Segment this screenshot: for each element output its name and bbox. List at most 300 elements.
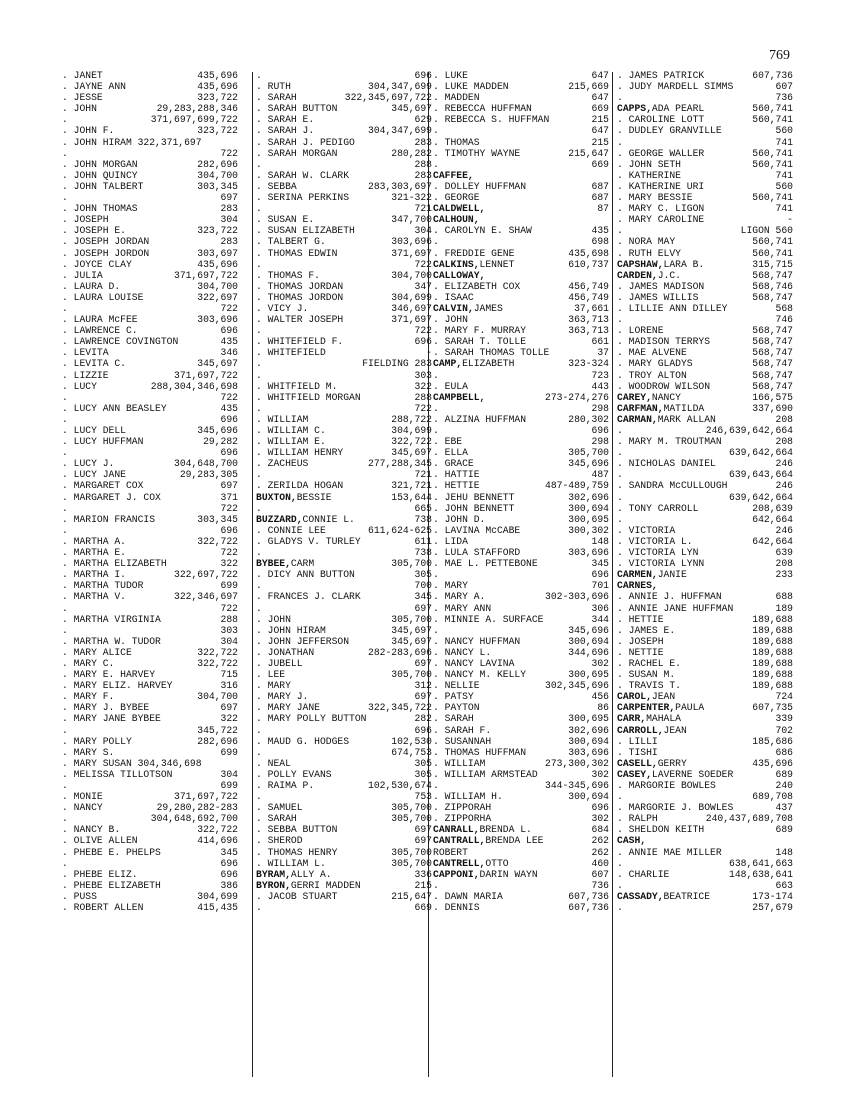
- entry-pages: 741: [775, 203, 793, 215]
- index-entry: [617, 591, 793, 602]
- entry-pages: 322,722: [391, 436, 432, 448]
- index-entry: [256, 558, 432, 569]
- index-entry: [62, 891, 238, 902]
- entry-name: . ELLA: [433, 447, 468, 459]
- entry-name: . JANET: [62, 70, 103, 81]
- entry-pages: 696: [414, 70, 432, 81]
- index-entry: [256, 902, 432, 913]
- index-entry: [433, 270, 609, 281]
- entry-name: . MARTHA TUDOR: [62, 580, 144, 592]
- entry-pages: 371,697: [391, 247, 432, 259]
- entry-name: . MARTHA V.: [62, 591, 126, 603]
- entry-pages: 736: [775, 92, 793, 104]
- entry-pages: 302,696: [568, 491, 609, 503]
- entry-name: . JEHU BENNETT: [433, 491, 515, 503]
- entry-name: . SARAH F.: [433, 724, 492, 736]
- entry-pages: 322,722: [197, 535, 238, 547]
- entry-name: . NANCY L.: [433, 646, 492, 658]
- entry-pages: 663: [775, 879, 793, 891]
- entry-name: . JOHN MORGAN: [62, 158, 138, 170]
- entry-name: CAMPBELL,: [433, 391, 486, 403]
- entry-name: .: [62, 447, 68, 459]
- index-entry: [62, 192, 238, 203]
- index-entry: [617, 137, 793, 148]
- index-entry: [62, 436, 238, 447]
- index-entry: [617, 414, 793, 425]
- entry-name: . MAE ALVENE: [617, 347, 687, 359]
- entry-name: . LILLI: [617, 735, 658, 747]
- entry-pages: 741: [775, 169, 793, 181]
- index-entry: [62, 159, 238, 170]
- entry-pages: 722: [220, 302, 238, 314]
- entry-pages: 639: [775, 547, 793, 559]
- entry-pages: 304,699: [391, 425, 432, 436]
- index-column-1: [62, 70, 238, 913]
- entry-pages: 185,686: [752, 735, 793, 747]
- entry-name: CAPPS,ADA PEARL: [617, 103, 705, 115]
- index-entry: [62, 514, 238, 525]
- index-entry: [62, 70, 238, 81]
- entry-pages: 345,696: [568, 624, 609, 636]
- entry-pages: 322: [414, 380, 432, 392]
- index-entry: [433, 92, 609, 103]
- index-entry: [617, 847, 793, 858]
- page-number: 769: [769, 48, 790, 63]
- entry-name: . JOYCE CLAY: [62, 258, 132, 270]
- index-entry: [62, 680, 238, 691]
- entry-pages: 345: [591, 558, 609, 570]
- entry-pages: 639,642,664: [729, 491, 793, 503]
- index-entry: [433, 713, 609, 724]
- entry-pages: 305: [414, 569, 432, 581]
- entry-pages: 300,694: [568, 502, 609, 514]
- entry-name: . LAURA LOUISE: [62, 291, 144, 303]
- entry-pages: 347: [414, 280, 432, 292]
- entry-name: . WILLIAM L.: [256, 857, 326, 869]
- index-entry: [62, 636, 238, 647]
- entry-pages: 697: [414, 657, 432, 669]
- entry-name: . NANCY B.: [62, 824, 121, 836]
- index-entry: [433, 869, 609, 880]
- entry-name: . WILLIAM: [256, 413, 309, 425]
- index-entry: [617, 813, 793, 824]
- entry-name: . ALZINA HUFFMAN: [433, 413, 527, 425]
- entry-pages: 215: [591, 114, 609, 126]
- index-entry: [256, 780, 432, 791]
- index-entry: [433, 835, 609, 846]
- entry-name: . SHELDON KEITH: [617, 824, 705, 836]
- entry-pages: 304: [220, 768, 238, 780]
- entry-name: .: [617, 92, 623, 104]
- entry-name: . JOHN BENNETT: [433, 502, 515, 514]
- index-entry: [256, 137, 432, 148]
- entry-name: . JOSEPH E.: [62, 225, 126, 237]
- index-entry: [433, 436, 609, 447]
- index-entry: [256, 713, 432, 724]
- entry-name: . REBECCA S. HUFFMAN: [433, 114, 550, 126]
- entry-pages: 304,700: [197, 691, 238, 703]
- index-entry: [62, 103, 238, 114]
- index-entry: [62, 691, 238, 702]
- entry-pages: 257,679: [752, 902, 793, 914]
- entry-name: . LUCY: [62, 380, 97, 392]
- entry-name: . RACHEL E.: [617, 657, 681, 669]
- entry-name: CARMAN,MARK ALLAN: [617, 413, 716, 425]
- index-entry: [617, 625, 793, 636]
- entry-name: .: [62, 413, 68, 425]
- index-entry: [617, 148, 793, 159]
- index-entry: [617, 603, 793, 614]
- index-entry: [617, 347, 793, 358]
- entry-pages: 305,700: [391, 846, 432, 858]
- index-entry: [256, 248, 432, 259]
- entry-name: CARROLL,JEAN: [617, 724, 687, 736]
- entry-pages: 687: [591, 180, 609, 192]
- entry-pages: 435,696: [197, 70, 238, 81]
- entry-name: . PHEBE E. PHELPS: [62, 846, 161, 858]
- entry-name: . TRAVIS T.: [617, 680, 681, 692]
- entry-pages: 435,696: [752, 757, 793, 769]
- index-entry: [62, 658, 238, 669]
- entry-name: . MARY CAROLINE: [617, 214, 705, 226]
- entry-name: . WOODROW WILSON: [617, 380, 711, 392]
- entry-pages: 560,741: [752, 103, 793, 115]
- entry-pages: 280,302: [568, 413, 609, 425]
- entry-name: . JOHN QUINCY: [62, 169, 138, 181]
- entry-name: . VICTORIA LYN: [617, 547, 699, 559]
- entry-name: . JESSE: [62, 92, 103, 104]
- entry-pages: 277,288,345: [368, 458, 432, 470]
- entry-name: CASEY,LAVERNE SOEDER: [617, 768, 734, 780]
- index-entry: [256, 569, 432, 580]
- entry-name: . JOSEPH: [617, 635, 664, 647]
- index-entry: [433, 480, 609, 491]
- entry-pages: 300,695: [568, 513, 609, 525]
- index-entry: [617, 225, 793, 236]
- index-entry: [617, 880, 793, 891]
- entry-pages: 568,746: [752, 280, 793, 292]
- index-entry: [433, 81, 609, 92]
- index-entry: [433, 514, 609, 525]
- entry-name: CARFMAN,MATILDA: [617, 402, 705, 414]
- entry-pages: 722: [414, 325, 432, 337]
- index-entry: [256, 658, 432, 669]
- entry-pages: 304,699: [391, 291, 432, 303]
- entry-name: . ELIZABETH COX: [433, 280, 521, 292]
- entry-pages: 363,713: [568, 314, 609, 326]
- entry-pages: 435,696: [197, 81, 238, 93]
- entry-name: . MARY M. TROUTMAN: [617, 436, 722, 448]
- entry-pages: 345: [220, 846, 238, 858]
- entry-name: . SANDRA McCULLOUGH: [617, 480, 728, 492]
- entry-pages: 689,708: [752, 791, 793, 803]
- entry-name: . MADISON TERRYS: [617, 336, 711, 348]
- index-entry: [256, 214, 432, 225]
- entry-pages: 345,697: [391, 624, 432, 636]
- index-entry: [256, 647, 432, 658]
- entry-name: .: [433, 158, 439, 170]
- entry-name: . ISAAC: [433, 291, 474, 303]
- index-entry: [256, 802, 432, 813]
- index-entry: [433, 458, 609, 469]
- entry-name: . LAVINA McCABE: [433, 524, 521, 536]
- entry-pages: 322,722: [197, 824, 238, 836]
- entry-pages: 568,747: [752, 347, 793, 359]
- entry-pages: 29,280,282-283: [156, 802, 238, 814]
- entry-name: BYRON,GERRI MADDEN: [256, 879, 361, 891]
- entry-name: . CONNIE LEE: [256, 524, 326, 536]
- index-entry: [62, 525, 238, 536]
- entry-pages: 246: [775, 524, 793, 536]
- entry-name: . MARY: [256, 680, 291, 692]
- entry-pages: 148: [591, 535, 609, 547]
- entry-pages: 283: [220, 203, 238, 215]
- entry-name: . JOSEPH: [62, 214, 109, 226]
- index-entry: [256, 669, 432, 680]
- index-entry: [433, 891, 609, 902]
- entry-name: . JAMES PATRICK: [617, 70, 705, 81]
- entry-pages: 456: [591, 691, 609, 703]
- entry-pages: 722: [414, 258, 432, 270]
- entry-name: . JOHN TALBERT: [62, 180, 144, 192]
- index-entry: [62, 902, 238, 913]
- entry-name: CARPENTER,PAULA: [617, 702, 705, 714]
- entry-pages: 568: [775, 302, 793, 314]
- index-entry: [617, 514, 793, 525]
- entry-name: . JUBELL: [256, 657, 303, 669]
- entry-pages: 300,695: [568, 713, 609, 725]
- index-entry: [62, 403, 238, 414]
- index-entry: [617, 758, 793, 769]
- entry-name: . MARY SUSAN 304,346,698: [62, 757, 202, 769]
- entry-pages: 322: [220, 558, 238, 570]
- entry-name: . LUCY HUFFMAN: [62, 436, 144, 448]
- index-entry: [433, 847, 609, 858]
- entry-pages: 344: [591, 613, 609, 625]
- entry-pages: 724: [775, 691, 793, 703]
- entry-name: . DAWN MARIA: [433, 890, 503, 902]
- entry-name: . ANNIE J. HUFFMAN: [617, 591, 722, 603]
- entry-pages: 37,661: [574, 302, 609, 314]
- index-entry: [617, 392, 793, 403]
- entry-pages: 746: [775, 314, 793, 326]
- entry-name: . SEBBA: [256, 180, 297, 192]
- entry-pages: 741: [775, 136, 793, 148]
- entry-pages: 642,664: [752, 535, 793, 547]
- index-entry: [62, 824, 238, 835]
- entry-name: BUXTON,BESSIE: [256, 491, 332, 503]
- entry-pages: 304,700: [197, 169, 238, 181]
- entry-name: . VICTORIA L.: [617, 535, 693, 547]
- entry-pages: 273-274,276: [545, 391, 609, 403]
- index-entry: [617, 292, 793, 303]
- entry-pages: 345,697: [197, 358, 238, 370]
- entry-name: .: [433, 780, 439, 791]
- index-entry: [256, 325, 432, 336]
- index-entry: [62, 802, 238, 813]
- entry-pages: 288,722: [391, 413, 432, 425]
- entry-pages: 443: [591, 380, 609, 392]
- entry-name: . SUSAN M.: [617, 669, 676, 681]
- index-entry: [256, 680, 432, 691]
- entry-pages: 607,736: [568, 890, 609, 902]
- index-entry: [62, 81, 238, 92]
- index-entry: [62, 325, 238, 336]
- index-entry: [62, 225, 238, 236]
- index-entry: [62, 858, 238, 869]
- index-column-4: [617, 70, 793, 913]
- index-entry: [62, 125, 238, 136]
- entry-name: .: [433, 236, 439, 248]
- index-entry: [617, 381, 793, 392]
- entry-pages: 240,437,689,708: [705, 813, 793, 825]
- entry-name: CALHOUN,: [433, 214, 480, 226]
- index-entry: [256, 447, 432, 458]
- entry-name: .: [256, 791, 262, 803]
- entry-pages: 322,697: [197, 291, 238, 303]
- entry-name: . JAYNE ANN: [62, 81, 126, 93]
- index-entry: [256, 392, 432, 403]
- entry-pages: 629: [414, 114, 432, 126]
- entry-pages: 696: [220, 447, 238, 459]
- entry-name: . THOMAS JORDAN: [256, 280, 344, 292]
- entry-pages: 386: [220, 879, 238, 891]
- entry-pages: 305,700: [391, 857, 432, 869]
- entry-pages: 321,721: [391, 480, 432, 492]
- entry-pages: 298: [591, 436, 609, 448]
- entry-name: . GLADYS V. TURLEY: [256, 535, 361, 547]
- index-entry: [256, 736, 432, 747]
- entry-pages: 689: [775, 824, 793, 836]
- entry-name: . MARGORIE J. BOWLES: [617, 802, 734, 814]
- entry-name: . WILLIAM HENRY: [256, 447, 344, 459]
- index-entry: [256, 869, 432, 880]
- index-entry: [433, 725, 609, 736]
- index-entry: [617, 403, 793, 414]
- index-entry: [617, 270, 793, 281]
- entry-pages: 722: [220, 547, 238, 559]
- entry-name: . SARAH: [256, 92, 297, 104]
- entry-pages: 560: [775, 180, 793, 192]
- entry-pages: 302: [591, 813, 609, 825]
- index-entry: [433, 70, 609, 81]
- entry-pages: 282,696: [197, 158, 238, 170]
- entry-name: .: [433, 125, 439, 137]
- index-entry: [256, 847, 432, 858]
- entry-name: . MARY POLLY: [62, 735, 132, 747]
- index-entry: [62, 381, 238, 392]
- entry-name: . WALTER JOSEPH: [256, 314, 344, 326]
- entry-name: . POLLY EVANS: [256, 768, 332, 780]
- index-entry: [62, 813, 238, 824]
- index-entry: [433, 614, 609, 625]
- index-entry: [256, 469, 432, 480]
- entry-name: .: [617, 513, 623, 525]
- index-entry: [256, 81, 432, 92]
- entry-pages: 300,694: [568, 735, 609, 747]
- entry-name: .: [256, 325, 262, 337]
- entry-name: . DICY ANN BUTTON: [256, 569, 355, 581]
- entry-pages: 722: [414, 402, 432, 414]
- index-entry: [62, 580, 238, 591]
- entry-name: . ZACHEUS: [256, 458, 309, 470]
- index-entry: [256, 414, 432, 425]
- index-entry: [256, 880, 432, 891]
- entry-name: .: [433, 879, 439, 891]
- entry-pages: 305: [414, 768, 432, 780]
- entry-pages: 568,747: [752, 325, 793, 337]
- entry-pages: 189: [775, 602, 793, 614]
- entry-name: CAFFEE,: [433, 169, 474, 181]
- entry-name: . DUDLEY GRANVILLE: [617, 125, 722, 137]
- entry-name: CAPSHAW,LARA B.: [617, 258, 705, 270]
- entry-pages: 610,737: [568, 258, 609, 270]
- entry-name: . VICTORIA: [617, 524, 676, 536]
- index-entry: [433, 137, 609, 148]
- entry-pages: 102,530: [391, 735, 432, 747]
- entry-name: .: [433, 369, 439, 381]
- index-entry: [617, 325, 793, 336]
- entry-pages: 722: [220, 147, 238, 159]
- index-entry: [256, 148, 432, 159]
- index-entry: [433, 281, 609, 292]
- index-entry: [433, 802, 609, 813]
- entry-name: . SARAH T. TOLLE: [433, 336, 527, 348]
- entry-pages: 29,283,305: [179, 469, 238, 481]
- entry-name: . CAROLYN E. SHAW: [433, 225, 532, 237]
- entry-pages: 322,345,722: [368, 702, 432, 714]
- entry-name: . MARGARET J. COX: [62, 491, 161, 503]
- entry-name: . JOHN: [433, 314, 468, 326]
- entry-name: . THOMAS EDWIN: [256, 247, 338, 259]
- entry-pages: 456,749: [568, 291, 609, 303]
- entry-name: .: [256, 547, 262, 559]
- entry-pages: 722: [220, 391, 238, 403]
- entry-pages: 305,700: [391, 613, 432, 625]
- entry-pages: 233: [775, 569, 793, 581]
- index-entry: [617, 214, 793, 225]
- entry-pages: 696: [220, 325, 238, 337]
- entry-pages: 304,699: [197, 890, 238, 902]
- index-entry: [617, 492, 793, 503]
- entry-name: . CHARLIE: [617, 868, 670, 880]
- entry-name: .: [62, 114, 68, 126]
- index-entry: [433, 358, 609, 369]
- entry-name: . REBECCA HUFFMAN: [433, 103, 532, 115]
- index-entry: [62, 835, 238, 846]
- entry-pages: 607,736: [568, 902, 609, 914]
- index-entry: [256, 514, 432, 525]
- entry-pages: 337,690: [752, 402, 793, 414]
- entry-pages: 697: [414, 602, 432, 614]
- entry-name: . NANCY: [62, 802, 103, 814]
- entry-name: CAROL,JEAN: [617, 691, 676, 703]
- entry-name: .: [256, 358, 262, 370]
- entry-pages: 437: [775, 802, 793, 814]
- entry-pages: 215: [591, 136, 609, 148]
- index-entry: [433, 591, 609, 602]
- entry-name: . VICTORIA LYNN: [617, 558, 705, 570]
- entry-name: . SARAH J.: [256, 125, 315, 137]
- entry-pages: 346: [220, 347, 238, 359]
- entry-name: .: [256, 369, 262, 381]
- index-entry: [62, 259, 238, 270]
- index-entry: [256, 503, 432, 514]
- entry-name: .: [256, 258, 262, 270]
- entry-pages: 696: [414, 336, 432, 348]
- entry-name: CARR,MAHALA: [617, 713, 681, 725]
- entry-name: . SARAH J. PEDIGO: [256, 136, 355, 148]
